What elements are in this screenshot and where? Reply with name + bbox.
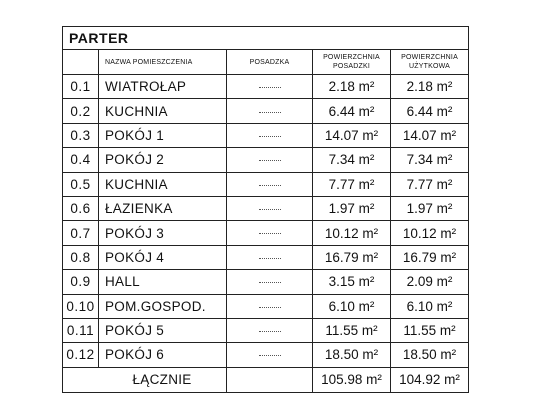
dotted-placeholder <box>259 136 281 137</box>
dotted-placeholder <box>259 331 281 332</box>
area-floor: 7.77 m² <box>313 172 391 196</box>
room-name: HALL <box>99 270 227 294</box>
total-area-usable: 104.92 m² <box>391 367 469 392</box>
room-number: 0.9 <box>63 270 99 294</box>
dotted-placeholder <box>259 355 281 356</box>
table-title: PARTER <box>63 27 469 50</box>
room-name: POKÓJ 2 <box>99 148 227 172</box>
dotted-placeholder <box>259 282 281 283</box>
table-row <box>63 221 469 245</box>
area-usable: 11.55 m² <box>391 318 469 342</box>
table-row <box>63 75 469 99</box>
floor-finish <box>227 221 313 245</box>
room-number: 0.12 <box>63 343 99 367</box>
area-usable: 16.79 m² <box>391 245 469 269</box>
area-usable: 7.77 m² <box>391 172 469 196</box>
area-usable: 10.12 m² <box>391 221 469 245</box>
header-room-name: NAZWA POMIESZCZENIA <box>99 50 227 75</box>
room-number: 0.8 <box>63 245 99 269</box>
room-number: 0.2 <box>63 99 99 123</box>
room-name: POKÓJ 1 <box>99 123 227 147</box>
header-lp <box>63 50 99 75</box>
area-floor: 11.55 m² <box>313 318 391 342</box>
room-area-schedule <box>62 26 468 393</box>
room-table <box>62 26 469 393</box>
floor-finish <box>227 245 313 269</box>
area-usable: 2.18 m² <box>391 75 469 99</box>
area-usable: 7.34 m² <box>391 148 469 172</box>
dotted-placeholder <box>259 87 281 88</box>
total-row <box>63 367 469 392</box>
room-rows <box>63 75 469 368</box>
floor-finish <box>227 148 313 172</box>
room-name: POKÓJ 3 <box>99 221 227 245</box>
room-number: 0.6 <box>63 196 99 220</box>
table-row <box>63 270 469 294</box>
room-number: 0.5 <box>63 172 99 196</box>
floor-finish <box>227 318 313 342</box>
floor-finish <box>227 196 313 220</box>
room-name: KUCHNIA <box>99 99 227 123</box>
room-name: POKÓJ 5 <box>99 318 227 342</box>
area-floor: 16.79 m² <box>313 245 391 269</box>
dotted-placeholder <box>259 233 281 234</box>
room-name: WIATROŁAP <box>99 75 227 99</box>
area-floor: 1.97 m² <box>313 196 391 220</box>
dotted-placeholder <box>259 185 281 186</box>
area-usable: 1.97 m² <box>391 196 469 220</box>
header-floor: POSADZKA <box>227 50 313 75</box>
room-name: POM.GOSPOD. <box>99 294 227 318</box>
table-row <box>63 245 469 269</box>
room-name: KUCHNIA <box>99 172 227 196</box>
room-number: 0.3 <box>63 123 99 147</box>
area-usable: 6.44 m² <box>391 99 469 123</box>
room-number: 0.10 <box>63 294 99 318</box>
dotted-placeholder <box>259 112 281 113</box>
table-row <box>63 123 469 147</box>
table-row <box>63 196 469 220</box>
room-number: 0.11 <box>63 318 99 342</box>
floor-finish <box>227 343 313 367</box>
floor-finish <box>227 75 313 99</box>
total-label: ŁĄCZNIE <box>99 367 227 392</box>
table-row <box>63 99 469 123</box>
area-floor: 2.18 m² <box>313 75 391 99</box>
dotted-placeholder <box>259 209 281 210</box>
floor-finish <box>227 123 313 147</box>
header-area-floor: POWIERZCHNIA POSADZKI <box>313 50 391 75</box>
total-area-floor: 105.98 m² <box>313 367 391 392</box>
room-name: POKÓJ 6 <box>99 343 227 367</box>
floor-finish <box>227 270 313 294</box>
dotted-placeholder <box>259 258 281 259</box>
dotted-placeholder <box>259 160 281 161</box>
area-usable: 14.07 m² <box>391 123 469 147</box>
area-usable: 18.50 m² <box>391 343 469 367</box>
room-number: 0.7 <box>63 221 99 245</box>
floor-finish <box>227 172 313 196</box>
room-name: POKÓJ 4 <box>99 245 227 269</box>
room-name: ŁAZIENKA <box>99 196 227 220</box>
area-floor: 6.44 m² <box>313 99 391 123</box>
area-floor: 18.50 m² <box>313 343 391 367</box>
table-row <box>63 148 469 172</box>
table-row <box>63 343 469 367</box>
floor-finish <box>227 99 313 123</box>
header-row <box>63 50 469 75</box>
area-floor: 10.12 m² <box>313 221 391 245</box>
table-row <box>63 172 469 196</box>
area-usable: 6.10 m² <box>391 294 469 318</box>
table-row <box>63 294 469 318</box>
area-floor: 7.34 m² <box>313 148 391 172</box>
area-floor: 14.07 m² <box>313 123 391 147</box>
area-floor: 3.15 m² <box>313 270 391 294</box>
dotted-placeholder <box>259 307 281 308</box>
floor-finish <box>227 294 313 318</box>
area-usable: 2.09 m² <box>391 270 469 294</box>
area-floor: 6.10 m² <box>313 294 391 318</box>
room-number: 0.1 <box>63 75 99 99</box>
table-row <box>63 318 469 342</box>
room-number: 0.4 <box>63 148 99 172</box>
header-area-usable: POWIERZCHNIA UŻYTKOWA <box>391 50 469 75</box>
